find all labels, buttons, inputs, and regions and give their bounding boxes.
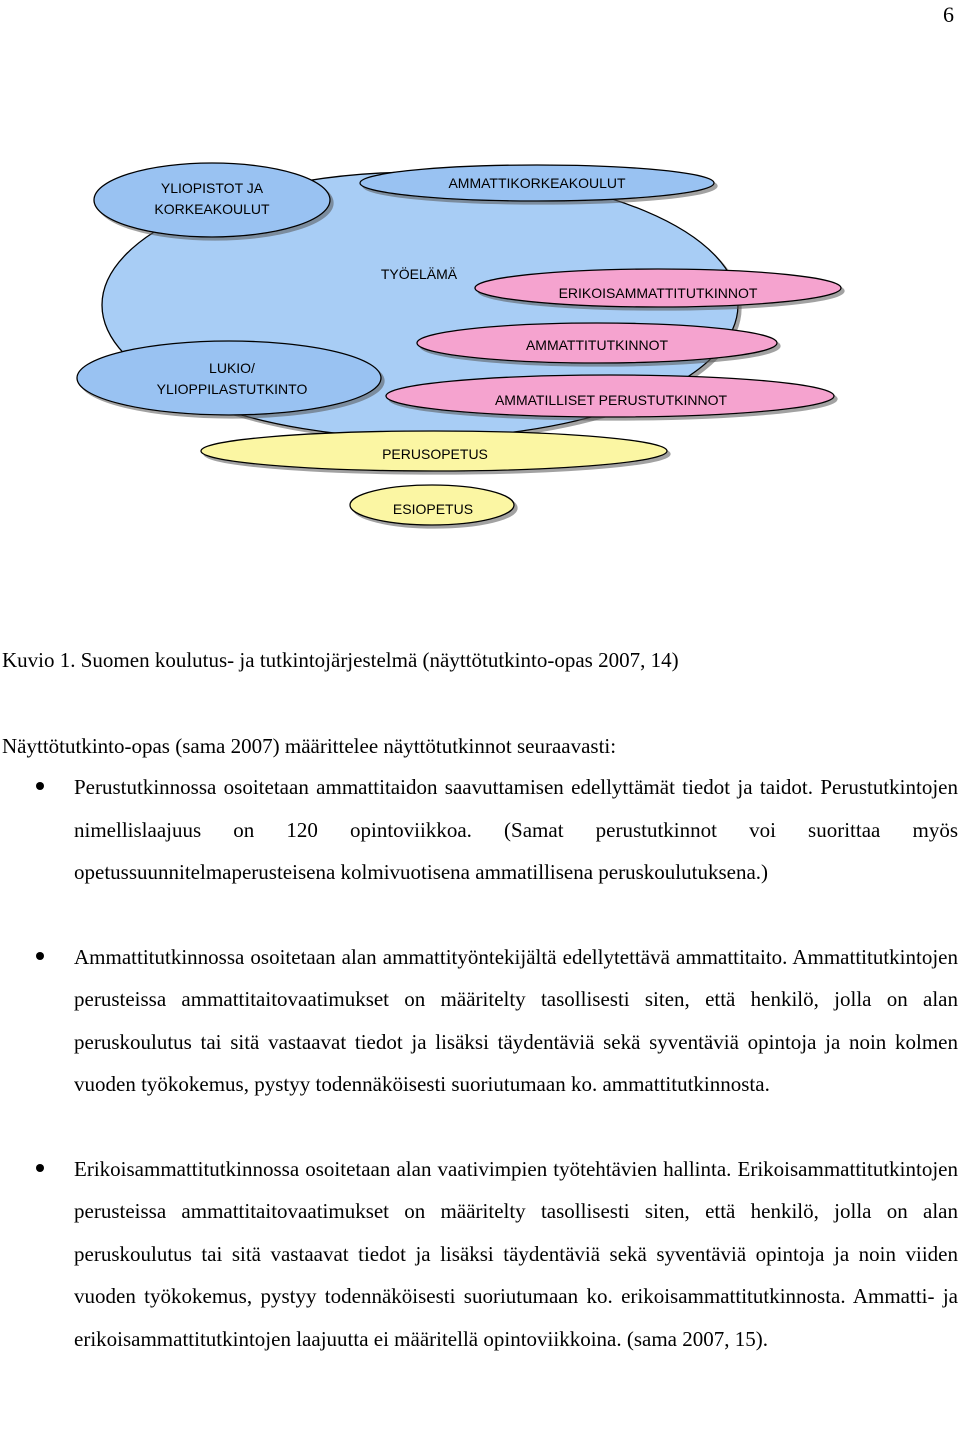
yliopistot-ellipse	[94, 163, 330, 237]
yliopistot-label-2: KORKEAKOULUT	[154, 201, 270, 217]
bullet-icon	[36, 952, 44, 960]
amk-label: AMMATTIKORKEAKOULUT	[448, 175, 626, 191]
tyoelama-label: TYÖELÄMÄ	[380, 266, 458, 282]
education-system-diagram	[0, 150, 960, 530]
perusopetus-label: PERUSOPETUS	[382, 446, 488, 462]
definition-list	[0, 766, 958, 1360]
lukio-label-2: YLIOPPILASTUTKINTO	[156, 381, 308, 397]
figure-caption: Kuvio 1. Suomen koulutus- ja tutkintojärjestelmä (näyttötutkinto-opas 2007, 14)	[2, 648, 679, 672]
bullet-text-perustutkinto: Perustutkinnossa osoitetaan ammattitaidon saavuttamisen edellyttämät tiedot ja taidot. Perustutkintojen nimellislaajuus on 120 opintoviikkoa. (Samat perustutkinnot voi suorittaa myös opetussuunnitelmaperusteisena kolmivuotisena ammatillisena peruskoulutuksena.)	[74, 775, 958, 884]
bullet-text-ammattitutkinto: Ammattitutkinnossa osoitetaan alan ammattityöntekijältä edellytettävä ammattitaito. Ammattitutkintojen perusteissa ammattitaitovaatimukset on määritelty tasollisesti siten, että henkilö, jolla on alan peruskoulutus tai sitä vastaavat tiedot ja lisäksi täydentäviä sekä syventäviä opintoja ja noin kolmen vuoden työkokemus, pystyy todennäköisesti suoriutumaan ko. ammattitutkinnosta.	[74, 944, 958, 1096]
erikoisammattitutkinnot-label: ERIKOISAMMATTITUTKINNOT	[558, 285, 758, 301]
list-item	[0, 936, 958, 1106]
bullet-text-erikoisammattitutkinto: Erikoisammattitutkinnossa osoitetaan alan vaativimpien työtehtävien hallinta. Erikoisammattitutkintojen perusteissa ammattitaitovaatimukset on määritelty tasollisesti siten, että henkilö, jolla on alan peruskoulutus tai sitä vastaavat tiedot ja lisäksi täydentäviä sekä syventäviä opintoja ja noin viiden vuoden työkokemus, pystyy todennäköisesti suoriutumaan ko. erikoisammattitutkinnosta. Ammatti- ja erikoisammattitutkintojen laajuutta ei määritellä opintoviikkoina. (sama 2007, 15).	[74, 1156, 958, 1351]
perustutkinnot-label: AMMATILLISET PERUSTUTKINNOT	[494, 392, 728, 408]
bullet-icon	[36, 1164, 44, 1172]
intro-paragraph: Näyttötutkinto-opas (sama 2007) määrittelee näyttötutkinnot seuraavasti:	[2, 734, 617, 758]
esiopetus-label: ESIOPETUS	[392, 501, 474, 517]
lukio-ellipse	[77, 341, 381, 415]
list-item	[0, 1148, 958, 1361]
page-number: 6	[943, 2, 954, 27]
bullet-icon	[36, 782, 44, 790]
list-item	[0, 766, 958, 894]
yliopistot-label-1: YLIOPISTOT JA	[160, 180, 264, 196]
ammattitutkinnot-label: AMMATTITUTKINNOT	[525, 337, 669, 353]
lukio-label-1: LUKIO/	[209, 360, 255, 376]
